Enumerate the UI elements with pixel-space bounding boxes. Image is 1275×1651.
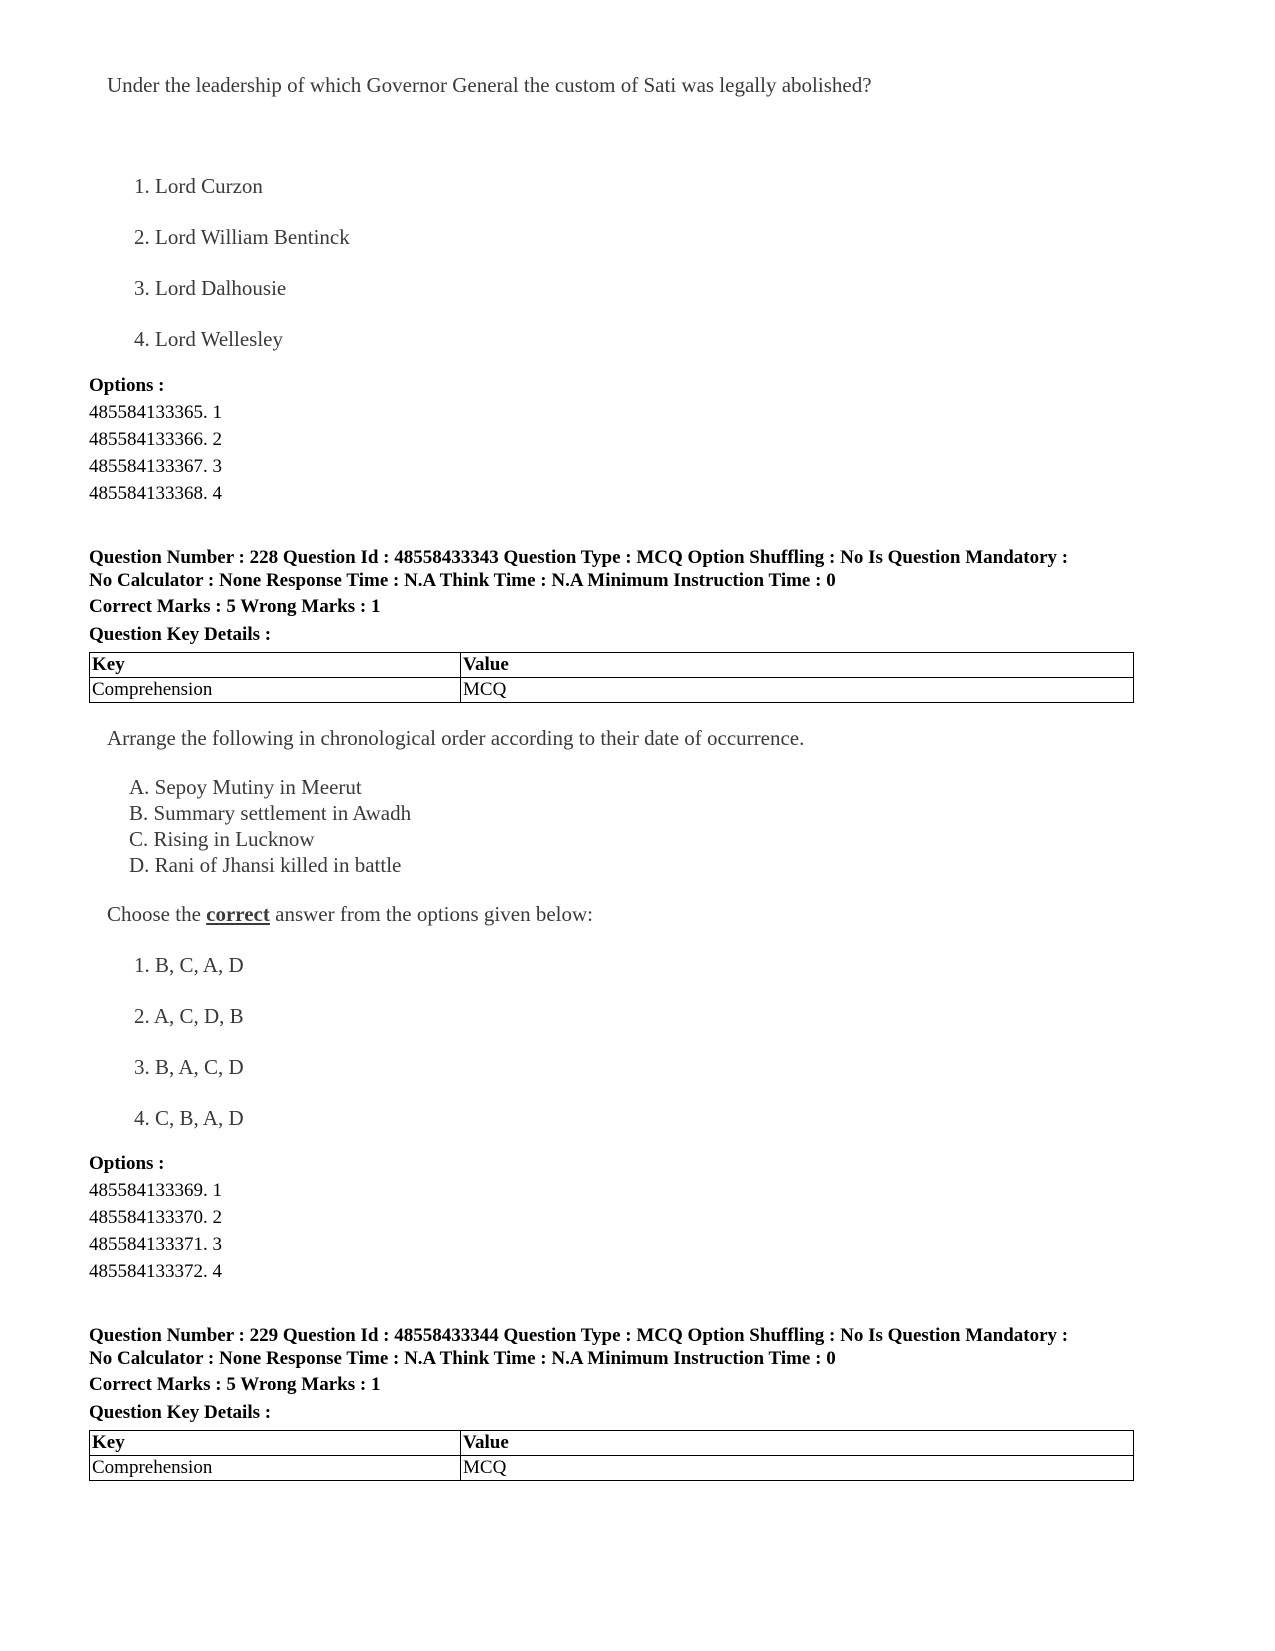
choice-item: 3. Lord Dalhousie bbox=[134, 276, 287, 300]
question-meta-line: No Calculator : None Response Time : N.A Think Time : N.A Minimum Instruction Time : 0 bbox=[89, 570, 836, 591]
table-header-value: Value bbox=[461, 1431, 1134, 1456]
table-row bbox=[90, 678, 1134, 703]
option-id: 485584133366. 2 bbox=[89, 429, 222, 450]
option-id: 485584133371. 3 bbox=[89, 1234, 222, 1255]
question-meta-line: No Calculator : None Response Time : N.A Think Time : N.A Minimum Instruction Time : 0 bbox=[89, 1348, 836, 1369]
choose-prefix: Choose the bbox=[107, 902, 207, 926]
list-item: C. Rising in Lucknow bbox=[129, 827, 315, 851]
key-details-label: Question Key Details : bbox=[89, 1402, 272, 1423]
key-details-label: Question Key Details : bbox=[89, 624, 272, 645]
table-header-value: Value bbox=[461, 653, 1134, 678]
list-item: B. Summary settlement in Awadh bbox=[129, 801, 412, 825]
option-id: 485584133372. 4 bbox=[89, 1261, 222, 1282]
table-header-key: Key bbox=[90, 653, 461, 678]
table-header-row bbox=[90, 1431, 1134, 1456]
option-id: 485584133365. 1 bbox=[89, 402, 222, 423]
choice-item: 1. Lord Curzon bbox=[134, 174, 263, 198]
question-meta-line: Question Number : 228 Question Id : 48558433343 Question Type : MCQ Option Shuffling : No Is Question Mandatory : bbox=[89, 547, 1069, 568]
table-row bbox=[90, 1456, 1134, 1481]
table-cell-key: Comprehension bbox=[90, 1456, 461, 1481]
options-label: Options : bbox=[89, 375, 165, 396]
choice-item: 4. Lord Wellesley bbox=[134, 327, 283, 351]
option-id: 485584133369. 1 bbox=[89, 1180, 222, 1201]
choose-emphasis: correct bbox=[206, 902, 270, 926]
key-value-table bbox=[89, 652, 1134, 703]
option-id: 485584133368. 4 bbox=[89, 483, 222, 504]
choice-item: 3. B, A, C, D bbox=[134, 1055, 244, 1079]
key-value-table bbox=[89, 1430, 1134, 1481]
choice-item: 2. Lord William Bentinck bbox=[134, 225, 350, 249]
marks-line: Correct Marks : 5 Wrong Marks : 1 bbox=[89, 596, 381, 617]
question-text: Under the leadership of which Governor General the custom of Sati was legally abolished? bbox=[107, 73, 872, 97]
marks-line: Correct Marks : 5 Wrong Marks : 1 bbox=[89, 1374, 381, 1395]
table-cell-key: Comprehension bbox=[90, 678, 461, 703]
table-cell-value: MCQ bbox=[461, 678, 1134, 703]
table-header-key: Key bbox=[90, 1431, 461, 1456]
option-id: 485584133367. 3 bbox=[89, 456, 222, 477]
table-header-row bbox=[90, 653, 1134, 678]
list-item: A. Sepoy Mutiny in Meerut bbox=[129, 775, 362, 799]
list-item: D. Rani of Jhansi killed in battle bbox=[129, 853, 402, 877]
question-meta-line: Question Number : 229 Question Id : 48558433344 Question Type : MCQ Option Shuffling : No Is Question Mandatory : bbox=[89, 1325, 1069, 1346]
question-text: Arrange the following in chronological order according to their date of occurrence. bbox=[107, 726, 805, 750]
choice-item: 2. A, C, D, B bbox=[134, 1004, 244, 1028]
choice-item: 1. B, C, A, D bbox=[134, 953, 244, 977]
table-cell-value: MCQ bbox=[461, 1456, 1134, 1481]
option-id: 485584133370. 2 bbox=[89, 1207, 222, 1228]
options-label: Options : bbox=[89, 1153, 165, 1174]
choose-instruction bbox=[107, 902, 593, 927]
choose-suffix: answer from the options given below: bbox=[269, 902, 593, 926]
choice-item: 4. C, B, A, D bbox=[134, 1106, 244, 1130]
